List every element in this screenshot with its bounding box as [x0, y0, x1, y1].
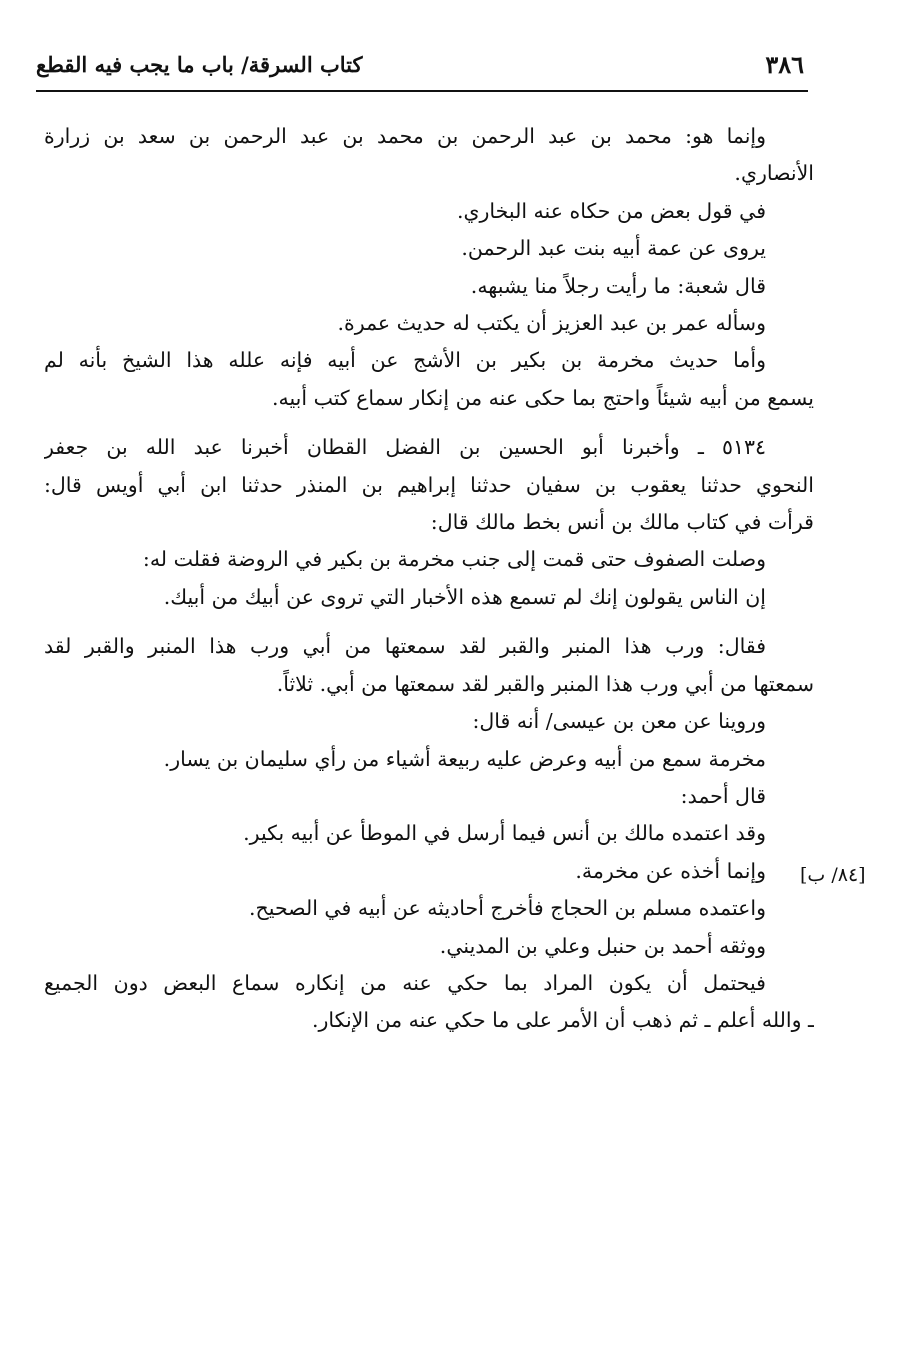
- text-line: يسمع من أبيه شيئاً واحتج بما حكى عنه من إنكار سماع كتب أبيه.: [271, 385, 814, 410]
- text-body: [44, 118, 814, 1040]
- page-header: [36, 48, 808, 92]
- text-line: وصلت الصفوف حتى قمت إلى جنب مخرمة بن بكير في الروضة فقلت له:: [142, 547, 766, 572]
- text-line: وقد اعتمده مالك بن أنس فيما أرسل في الموطأ عن أبيه بكير.: [243, 821, 766, 846]
- text-line: في قول بعض من حكاه عنه البخاري.: [456, 198, 766, 223]
- folio-reference: [٨٤/ ب]: [800, 864, 866, 886]
- text-line: واعتمده مسلم بن الحجاج فأخرج أحاديثه عن أبيه في الصحيح.: [249, 896, 766, 921]
- running-title: كتاب السرقة/ باب ما يجب فيه القطع: [36, 52, 363, 77]
- text-line: فيحتمل أن يكون المراد بما حكي عنه من إنكاره سماع البعض دون الجميع: [44, 970, 766, 995]
- text-line: الأنصاري.: [734, 161, 814, 186]
- header-rule: [36, 90, 808, 92]
- text-line: ووثقه أحمد بن حنبل وعلي بن المديني.: [439, 933, 766, 958]
- text-line: قال شعبة: ما رأيت رجلاً منا يشبهه.: [470, 273, 766, 298]
- paragraph-gap: [44, 616, 814, 628]
- text-line: النحوي حدثنا يعقوب بن سفيان حدثنا إبراهيم بن المنذر حدثنا ابن أبي أويس قال:: [44, 472, 814, 497]
- text-line: يروى عن عمة أبيه بنت عبد الرحمن.: [461, 236, 766, 261]
- text-line: وروينا عن معن بن عيسى/ أنه قال:: [472, 709, 766, 734]
- text-line: قال أحمد:: [680, 783, 766, 808]
- text-line: مخرمة سمع من أبيه وعرض عليه ربيعة أشياء من رأي سليمان بن يسار.: [163, 746, 766, 771]
- text-line: قرأت في كتاب مالك بن أنس بخط مالك قال:: [430, 510, 814, 535]
- text-line: وسأله عمر بن عبد العزيز أن يكتب له حديث عمرة.: [337, 311, 766, 336]
- page-number: ٣٨٦: [765, 50, 804, 79]
- paragraph-gap: [44, 417, 814, 429]
- text-line: ـ والله أعلم ـ ثم ذهب أن الأمر على ما حكي عنه من الإنكار.: [311, 1008, 814, 1033]
- text-line: إن الناس يقولون إنك لم تسمع هذه الأخبار التي تروى عن أبيك من أبيك.: [163, 584, 766, 609]
- text-line: ٥١٣٤ ـ وأخبرنا أبو الحسين بن الفضل القطان أخبرنا عبد الله بن جعفر: [44, 435, 766, 460]
- text-line: وأما حديث مخرمة بن بكير بن الأشج عن أبيه فإنه علله هذا الشيخ بأنه لم: [44, 348, 766, 373]
- text-line: سمعتها من أبي ورب هذا المنبر والقبر لقد سمعتها من أبي. ثلاثاً.: [276, 671, 814, 696]
- text-line: وإنما أخذه عن مخرمة.: [575, 858, 766, 883]
- text-line: وإنما هو: محمد بن عبد الرحمن بن محمد بن عبد الرحمن بن سعد بن زرارة: [44, 124, 766, 148]
- text-line: فقال: ورب هذا المنبر والقبر لقد سمعتها من أبي ورب هذا المنبر والقبر لقد: [44, 634, 766, 659]
